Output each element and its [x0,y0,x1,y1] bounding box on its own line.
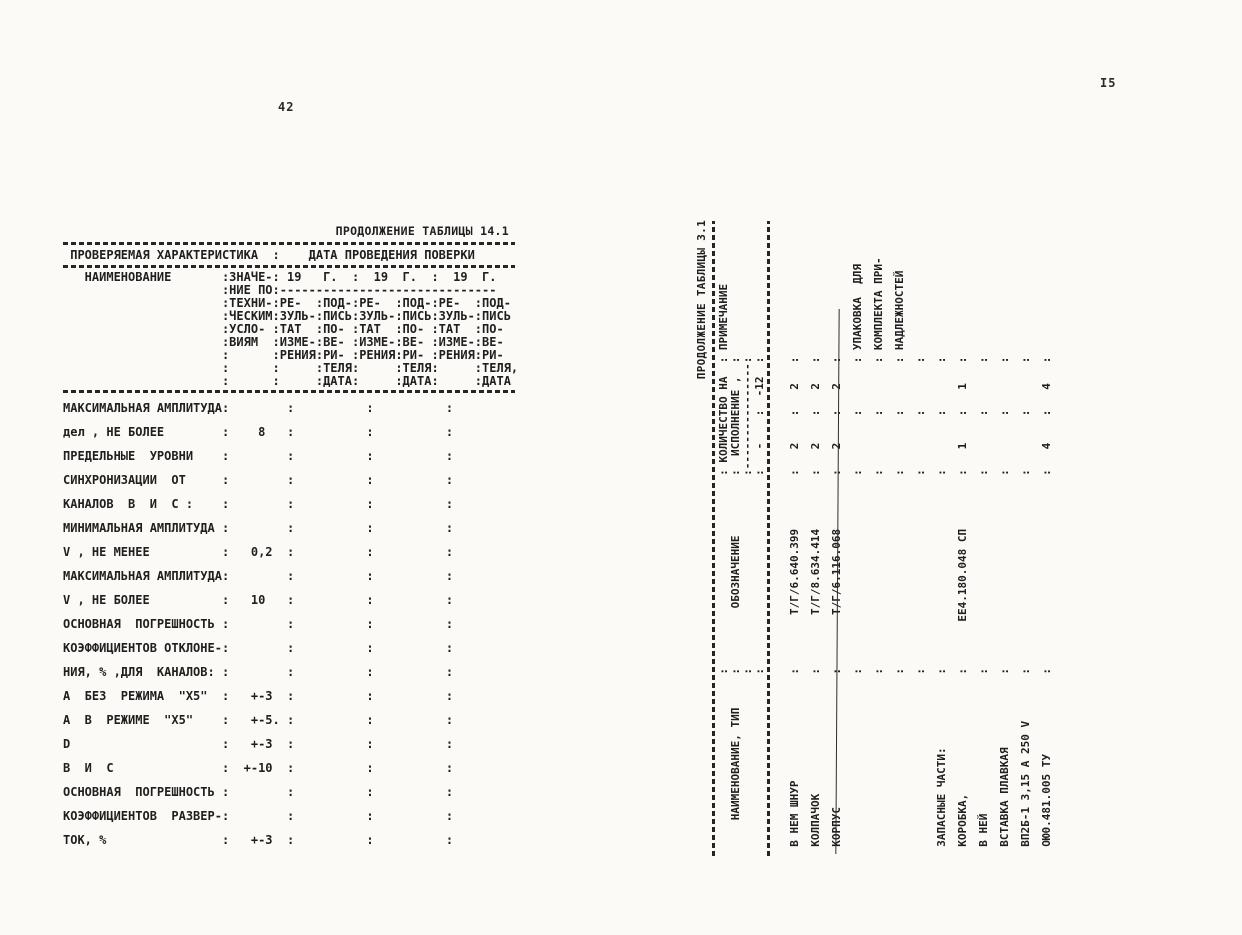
table-header-line: : :РЕНИЯ:РИ- :РЕНИЯ:РИ- :РЕНИЯ:РИ- [63,348,504,362]
table-row: V , НЕ БОЛЕЕ : 10 : : : [63,593,454,607]
table-header-line: : : :ТЕЛЯ: :ТЕЛЯ: :ТЕЛЯ, [63,361,519,375]
right-table-title: ПРОДОЛЖЕНИЕ ТАБЛИЦЫ 3.1 [695,220,708,380]
table-row: ВП2Б-1 3,15 А 250 V : : : : [1019,356,1032,860]
table-row: КОРОБКА, : ЕЕ4.180.048 СП : 1 : 1 : [956,356,969,860]
left-table-top-header: ПРОВЕРЯЕМАЯ ХАРАКТЕРИСТИКА : ДАТА ПРОВЕДЕНИЯ ПОВЕРКИ [63,248,475,262]
right-table-body [784,188,1057,860]
table-row: дел , НЕ БОЛЕЕ : 8 : : : [63,425,454,439]
table-row: В НЕМ ШНУР : Т/Г/6.640.399 : 2 : 2 : [788,356,801,860]
table-row: КОЭФФИЦИЕНТОВ РАЗВЕР-: : : : [63,809,454,823]
left-page-number: 42 [278,100,295,114]
left-table-header-block [63,270,519,388]
table-row: А БЕЗ РЕЖИМА "Х5" : +-3 : : : [63,689,454,703]
table-row: НИЯ, % ,ДЛЯ КАНАЛОВ: : : : : [63,665,454,679]
table-rule [63,390,515,393]
table-row: : : : : КОМПЛЕКТА ПРИ- [872,257,885,860]
right-table-header-block [718,188,765,860]
table-header-line: : : КОЛИЧЕСТВО НА : ПРИМЕЧАНИЕ [717,283,730,860]
table-row: МИНИМАЛЬНАЯ АМПЛИТУДА : : : : [63,521,454,535]
table-row: D : +-3 : : : [63,737,454,751]
table-rule [63,242,515,245]
accessories-table [695,188,1075,860]
table-rule [712,221,715,856]
table-row: КОЛПАЧОК : Т/Г/8.634.414 : 2 : 2 : [809,356,822,860]
rotated-table-container [695,178,1075,860]
table-row: СИНХРОНИЗАЦИИ ОТ : : : : [63,473,454,487]
table-row: ОЮ0.481.005 ТУ : : 4 : 4 : [1040,356,1053,860]
table-header-line: :ТЕХНИ-:РЕ- :ПОД-:РЕ- :ПОД-:РЕ- :ПОД- [63,296,511,310]
table-row: ЗАПАСНЫЕ ЧАСТИ: : : : : [935,356,948,860]
right-page-number: I5 [1100,76,1117,90]
table-row: V , НЕ МЕНЕЕ : 0,2 : : : [63,545,454,559]
table-row: КОРПУС : Т/Г/6.116.068 : 2 : 2 : [826,188,847,860]
table-header-line: :УСЛО- :ТАТ :ПО- :ТАТ :ПО- :ТАТ :ПО- [63,322,504,336]
table-row: ОСНОВНАЯ ПОГРЕШНОСТЬ : : : : [63,617,454,631]
table-row: МАКСИМАЛЬНАЯ АМПЛИТУДА: : : : [63,401,454,415]
table-rule [767,221,770,856]
table-header-line: : : - : -12 : [753,356,766,860]
table-row: В И С : +-10 : : : [63,761,454,775]
left-table-body [63,396,515,852]
table-row: ТОК, % : +-3 : : : [63,833,454,847]
table-header-line: :ЧЕСКИМ:ЗУЛЬ-:ПИСЬ:ЗУЛЬ-:ПИСЬ:ЗУЛЬ-:ПИСЬ [63,309,511,323]
table-row: : : : : УПАКОВКА ДЛЯ [851,263,864,860]
table-row: ВСТАВКА ПЛАВКАЯ : : : : [998,356,1011,860]
table-row: А В РЕЖИМЕ "Х5" : +-5. : : : [63,713,454,727]
table-header-line: : : :ДАТА: :ДАТА: :ДАТА [63,374,511,388]
table-row: КОЭФФИЦИЕНТОВ ОТКЛОНЕ-: : : : [63,641,454,655]
table-header-line: :ВИЯМ :ИЗМЕ-:ВЕ- :ИЗМЕ-:ВЕ- :ИЗМЕ-:ВЕ- [63,335,504,349]
table-header-line: : :----------------: [741,356,754,860]
left-table-title: ПРОДОЛЖЕНИЕ ТАБЛИЦЫ 14.1 [335,224,509,238]
table-header-line: НАИМЕНОВАНИЕ :ЗНАЧЕ-: 19 Г. : 19 Г. : 19 Г. [63,270,497,284]
table-row: ОСНОВНАЯ ПОГРЕШНОСТЬ : : : : [63,785,454,799]
table-row: : : : : [914,356,927,860]
table-row: : : : : НАДЛЕЖНОСТЕЙ [893,270,906,860]
table-row: МАКСИМАЛЬНАЯ АМПЛИТУДА: : : : [63,569,454,583]
table-row: КАНАЛОВ В И С : : : : : [63,497,454,511]
verification-table [63,224,519,852]
table-row: ПРЕДЕЛЬНЫЕ УРОВНИ : : : : [63,449,454,463]
table-header-line: :НИЕ ПО:------------------------------ [63,283,497,297]
table-row: В НЕЙ : : : : [977,356,990,860]
table-header-line: НАИМЕНОВАНИЕ, ТИП : ОБОЗНАЧЕНИЕ : ИСПОЛНЕНИЕ , : [729,356,742,860]
table-rule [63,265,515,268]
